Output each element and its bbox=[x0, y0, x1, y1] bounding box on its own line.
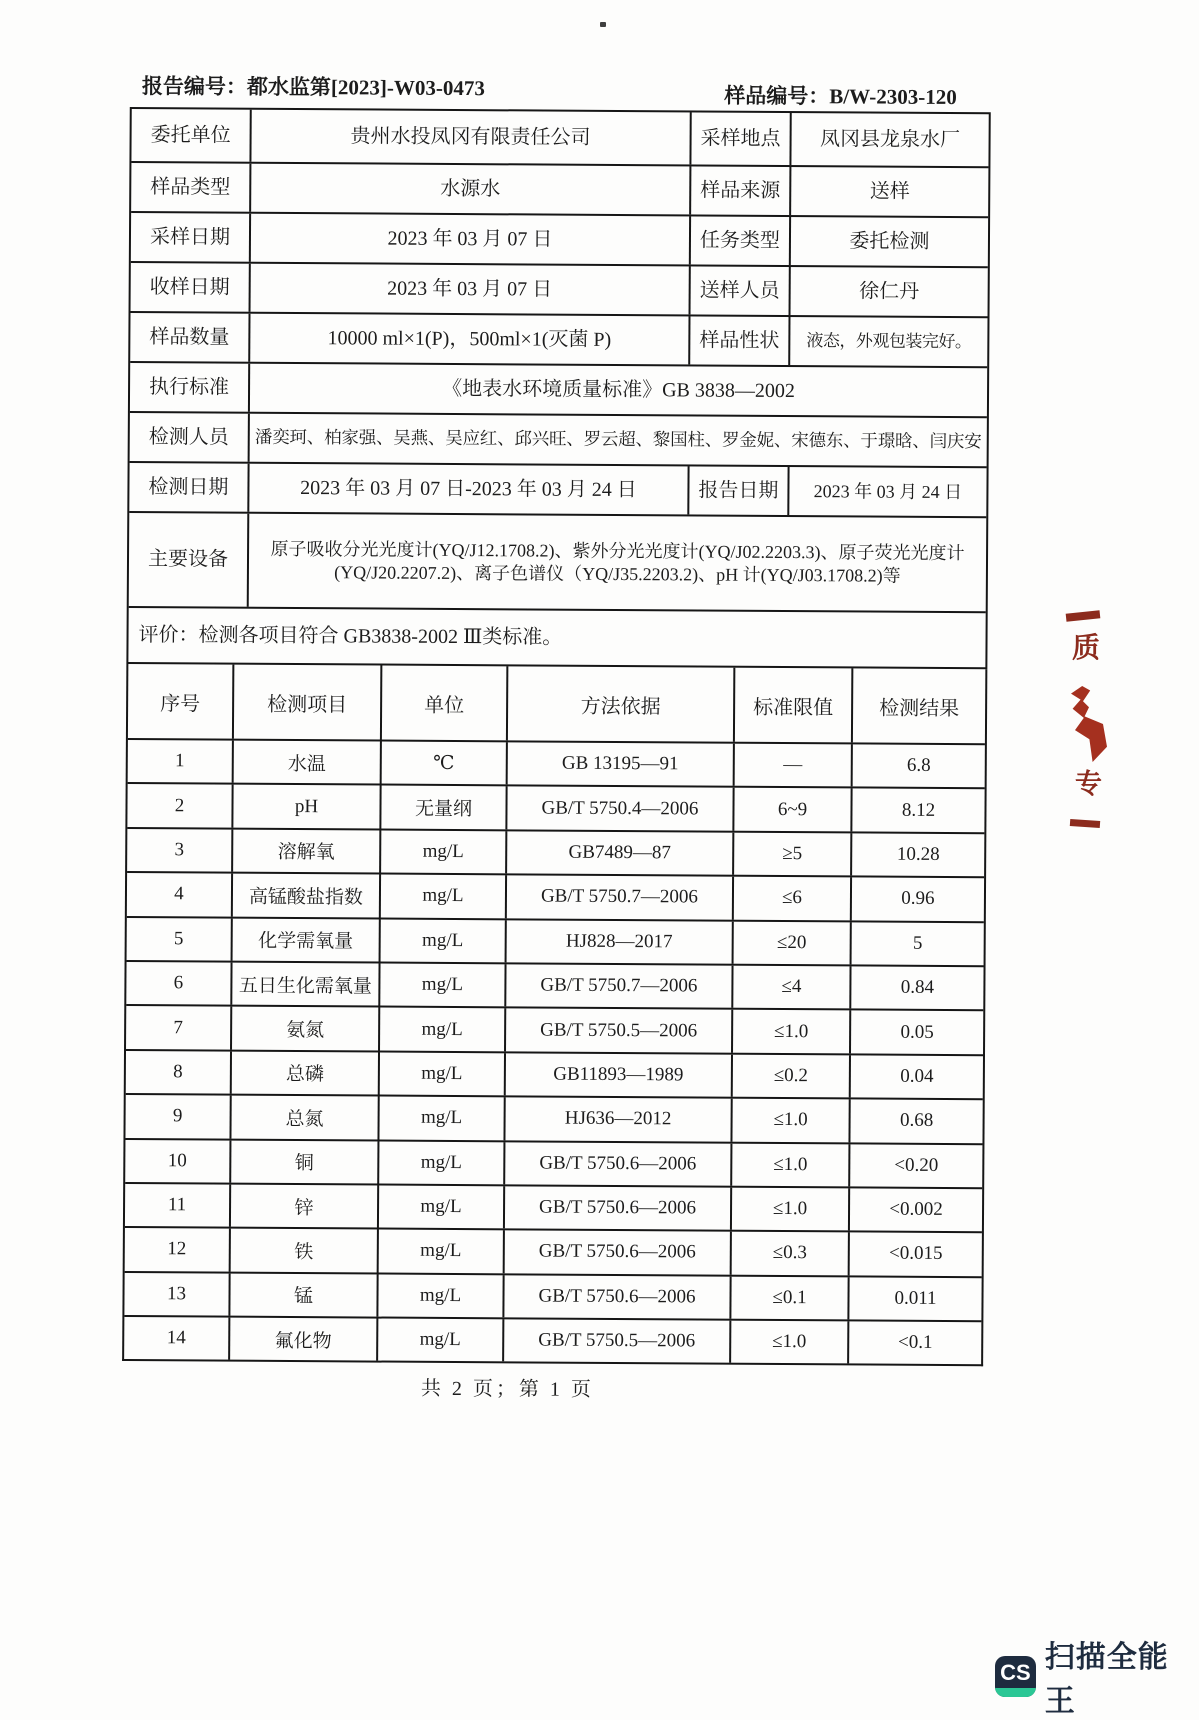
cell-method: GB/T 5750.7—2006 bbox=[504, 964, 731, 1008]
results-table-header bbox=[128, 664, 985, 743]
cell-no: 14 bbox=[166, 1327, 186, 1349]
cell-item: 化学需氧量 bbox=[231, 918, 379, 961]
cell-no: 2 bbox=[174, 794, 185, 816]
info-value: 徐仁丹 bbox=[789, 267, 988, 316]
cell-method: GB/T 5750.7—2006 bbox=[505, 875, 732, 919]
info-row-equipment bbox=[129, 511, 987, 611]
info-row bbox=[130, 311, 987, 366]
cell-unit: mg/L bbox=[376, 1319, 502, 1362]
info-row-testers bbox=[130, 411, 987, 466]
table-row bbox=[126, 960, 983, 1010]
cell-unit: mg/L bbox=[379, 830, 505, 873]
cell-unit: mg/L bbox=[376, 1274, 502, 1317]
col-header-item: 检测项目 bbox=[232, 665, 380, 740]
cell-item: 铜 bbox=[229, 1140, 377, 1183]
info-row bbox=[131, 211, 988, 266]
cell-item: 高锰酸盐指数 bbox=[231, 874, 379, 917]
cell-item: 溶解氧 bbox=[231, 829, 379, 872]
cell-result: 0.011 bbox=[847, 1277, 981, 1320]
cell-limit: ≤0.1 bbox=[729, 1276, 847, 1319]
info-label: 收样日期 bbox=[149, 275, 230, 299]
cell-result: 0.68 bbox=[848, 1100, 982, 1143]
camscanner-logo bbox=[995, 1632, 1199, 1720]
cell-unit: ℃ bbox=[380, 742, 506, 785]
cell-no: 10 bbox=[167, 1149, 187, 1172]
cell-limit: — bbox=[733, 744, 851, 787]
table-row bbox=[124, 1315, 981, 1365]
info-value: 贵州水投凤冈有限责任公司 bbox=[249, 110, 689, 165]
cell-no: 4 bbox=[174, 883, 184, 905]
info-value: 水源水 bbox=[249, 164, 689, 215]
cell-method: GB/T 5750.6—2006 bbox=[503, 1142, 730, 1186]
cell-limit: 6~9 bbox=[732, 788, 850, 831]
cell-method: HJ828—2017 bbox=[505, 920, 732, 964]
cell-method: GB7489—87 bbox=[505, 831, 732, 875]
info-label: 检测日期 bbox=[148, 475, 229, 499]
sample-number: 样品编号：B/W-2303-120 bbox=[724, 83, 957, 110]
table-row bbox=[125, 1093, 982, 1143]
cell-result: 8.12 bbox=[850, 789, 984, 832]
cell-method: GB/T 5750.5—2006 bbox=[502, 1319, 729, 1363]
info-value: 原子吸收分光光度计(YQ/J12.1708.2)、紫外分光光度计(YQ/J02.2203.3)、原子荧光光度计(YQ/J20.2207.2)、离子色谱仪（YQ/J35.2203.2)、pH 计(YQ/J03.1708.2)等 bbox=[247, 514, 987, 612]
cell-unit: mg/L bbox=[379, 875, 505, 918]
cell-no: 11 bbox=[167, 1194, 187, 1216]
cell-unit: 无量纲 bbox=[379, 786, 505, 829]
cell-item: 水温 bbox=[232, 741, 380, 784]
cell-item: 氟化物 bbox=[228, 1318, 376, 1361]
info-label: 样品类型 bbox=[150, 175, 231, 199]
cell-no: 3 bbox=[174, 839, 185, 861]
info-row bbox=[131, 261, 988, 316]
info-value: 2023 年 03 月 07 日 bbox=[249, 214, 689, 265]
stamp-bar-bottom bbox=[1070, 819, 1100, 828]
cell-result: <0.002 bbox=[848, 1188, 982, 1231]
info-row bbox=[131, 109, 988, 166]
camscanner-icon-initials: CS bbox=[1000, 1659, 1031, 1685]
info-value: 委托检测 bbox=[789, 217, 988, 266]
info-label: 样品来源 bbox=[689, 166, 789, 215]
evaluation-text: 评价：检测各项目符合 GB3838-2002 Ⅲ类标准。 bbox=[138, 623, 563, 649]
info-label: 采样地点 bbox=[689, 112, 789, 165]
cell-item: pH bbox=[231, 785, 379, 828]
info-value: 送样 bbox=[789, 167, 988, 216]
cell-no: 6 bbox=[173, 972, 184, 994]
cell-no: 13 bbox=[166, 1283, 187, 1305]
cell-method: GB11893—1989 bbox=[504, 1053, 731, 1097]
cell-limit: ≥5 bbox=[732, 832, 850, 875]
report-document bbox=[122, 70, 991, 1405]
cell-result: <0.20 bbox=[848, 1144, 982, 1187]
info-label: 报告日期 bbox=[687, 466, 787, 515]
cell-limit: ≤0.3 bbox=[730, 1232, 848, 1275]
info-row-test-date bbox=[129, 461, 986, 516]
cell-result: 5 bbox=[850, 922, 984, 965]
cell-limit: ≤6 bbox=[732, 877, 850, 920]
cell-unit: mg/L bbox=[378, 1008, 504, 1051]
cell-item: 五日生化需氧量 bbox=[230, 963, 378, 1006]
cell-unit: mg/L bbox=[377, 1097, 503, 1140]
cell-method: HJ636—2012 bbox=[503, 1097, 730, 1141]
info-value: 液态，外观包装完好。 bbox=[788, 317, 987, 366]
camscanner-icon bbox=[995, 1656, 1036, 1697]
stamp-char-bottom: 专 bbox=[1075, 769, 1102, 799]
cell-no: 5 bbox=[173, 928, 184, 950]
cell-unit: mg/L bbox=[377, 1230, 503, 1273]
cell-limit: ≤0.2 bbox=[731, 1054, 849, 1097]
document-header bbox=[130, 70, 991, 112]
cell-item: 总氮 bbox=[229, 1096, 377, 1139]
cell-method: GB/T 5750.6—2006 bbox=[503, 1186, 730, 1230]
cell-result: 0.96 bbox=[850, 878, 984, 921]
cell-result: 0.84 bbox=[849, 966, 983, 1009]
camscanner-label: 扫描全能王 bbox=[1044, 1641, 1169, 1718]
cell-item: 锌 bbox=[229, 1185, 377, 1228]
cell-unit: mg/L bbox=[378, 1052, 504, 1095]
stamp-seal-blob bbox=[1067, 686, 1107, 762]
cell-limit: ≤1.0 bbox=[730, 1188, 848, 1231]
cell-unit: mg/L bbox=[379, 919, 505, 962]
cell-item: 锰 bbox=[228, 1273, 376, 1316]
cell-method: GB/T 5750.5—2006 bbox=[504, 1009, 731, 1053]
info-value: 潘奕珂、柏家强、吴燕、吴应红、邱兴旺、罗云超、黎国柱、罗金妮、宋德东、于璟晗、闫庆安 bbox=[248, 414, 987, 467]
cell-result: 0.04 bbox=[849, 1055, 983, 1098]
table-row bbox=[126, 1004, 983, 1054]
scan-speck bbox=[600, 22, 606, 27]
info-label: 委托单位 bbox=[150, 123, 231, 147]
table-row bbox=[128, 738, 985, 788]
table-row bbox=[127, 827, 984, 877]
cell-result: <0.1 bbox=[847, 1321, 981, 1364]
info-label: 送样人员 bbox=[689, 266, 789, 315]
cell-method: GB/T 5750.6—2006 bbox=[502, 1275, 729, 1319]
cell-no: 8 bbox=[173, 1061, 183, 1083]
cell-no: 12 bbox=[167, 1238, 187, 1260]
info-label: 检测人员 bbox=[148, 425, 229, 449]
cell-item: 铁 bbox=[229, 1229, 377, 1272]
table-row bbox=[125, 1138, 982, 1188]
cell-limit: ≤20 bbox=[732, 921, 850, 964]
info-value: 2023 年 03 月 07 日-2023 年 03 月 24 日 bbox=[247, 464, 687, 515]
table-row bbox=[125, 1182, 982, 1232]
info-value: 10000 ml×1(P)，500ml×1(灭菌 P) bbox=[248, 314, 688, 365]
info-value: 2023 年 03 月 07 日 bbox=[249, 264, 689, 315]
cell-limit: ≤1.0 bbox=[730, 1143, 848, 1186]
cell-unit: mg/L bbox=[377, 1141, 503, 1184]
info-label: 采样日期 bbox=[149, 225, 231, 249]
info-label: 任务类型 bbox=[689, 216, 789, 265]
col-header-no: 序号 bbox=[160, 692, 201, 715]
table-row bbox=[127, 782, 984, 832]
results-table bbox=[122, 664, 987, 1367]
table-row bbox=[125, 1226, 982, 1276]
col-header-limit: 标准限值 bbox=[733, 668, 851, 743]
cell-no: 1 bbox=[174, 750, 185, 772]
col-header-unit: 单位 bbox=[380, 666, 506, 741]
cell-item: 总磷 bbox=[230, 1051, 378, 1094]
table-row bbox=[127, 916, 984, 966]
report-number: 报告编号：都水监第[2023]-W03-0473 bbox=[141, 74, 485, 101]
stamp-char-top: 质 bbox=[1072, 633, 1101, 664]
info-value: 凤冈县龙泉水厂 bbox=[789, 113, 988, 166]
table-row bbox=[126, 1049, 983, 1099]
camscanner-icon-strip bbox=[995, 1688, 1036, 1697]
cell-method: GB/T 5750.6—2006 bbox=[503, 1231, 730, 1275]
cell-method: GB 13195—91 bbox=[506, 742, 733, 786]
page-footer: 共 2 页；第 1 页 bbox=[420, 1378, 595, 1402]
info-value: 2023 年 03 月 24 日 bbox=[787, 467, 986, 516]
table-row bbox=[124, 1271, 981, 1321]
col-header-result: 检测结果 bbox=[851, 668, 985, 743]
info-table bbox=[126, 107, 990, 669]
cell-result: <0.015 bbox=[848, 1233, 982, 1276]
cell-unit: mg/L bbox=[377, 1185, 503, 1228]
cell-limit: ≤1.0 bbox=[730, 1099, 848, 1142]
info-row-exec-standard bbox=[130, 361, 987, 416]
info-row bbox=[131, 161, 988, 216]
info-label: 主要设备 bbox=[147, 548, 229, 571]
info-value: 《地表水环境质量标准》GB 3838—2002 bbox=[248, 364, 987, 417]
table-row bbox=[127, 871, 984, 921]
cell-no: 7 bbox=[173, 1016, 183, 1038]
col-header-method: 方法依据 bbox=[506, 666, 733, 741]
info-row-evaluation bbox=[128, 606, 985, 667]
cell-result: 6.8 bbox=[851, 744, 985, 787]
cell-result: 10.28 bbox=[850, 833, 984, 876]
info-label: 执行标准 bbox=[148, 375, 230, 399]
cell-item: 氨氮 bbox=[230, 1007, 378, 1050]
cell-limit: ≤1.0 bbox=[729, 1321, 847, 1364]
cell-method: GB/T 5750.4—2006 bbox=[505, 787, 732, 831]
info-label: 样品数量 bbox=[149, 325, 230, 349]
cell-result: 0.05 bbox=[849, 1011, 983, 1054]
cell-limit: ≤1.0 bbox=[731, 1010, 849, 1053]
cell-unit: mg/L bbox=[378, 963, 504, 1006]
cell-limit: ≤4 bbox=[731, 966, 849, 1009]
cell-no: 9 bbox=[172, 1105, 183, 1127]
stamp-bar-top bbox=[1066, 610, 1101, 622]
info-label: 样品性状 bbox=[688, 316, 788, 365]
